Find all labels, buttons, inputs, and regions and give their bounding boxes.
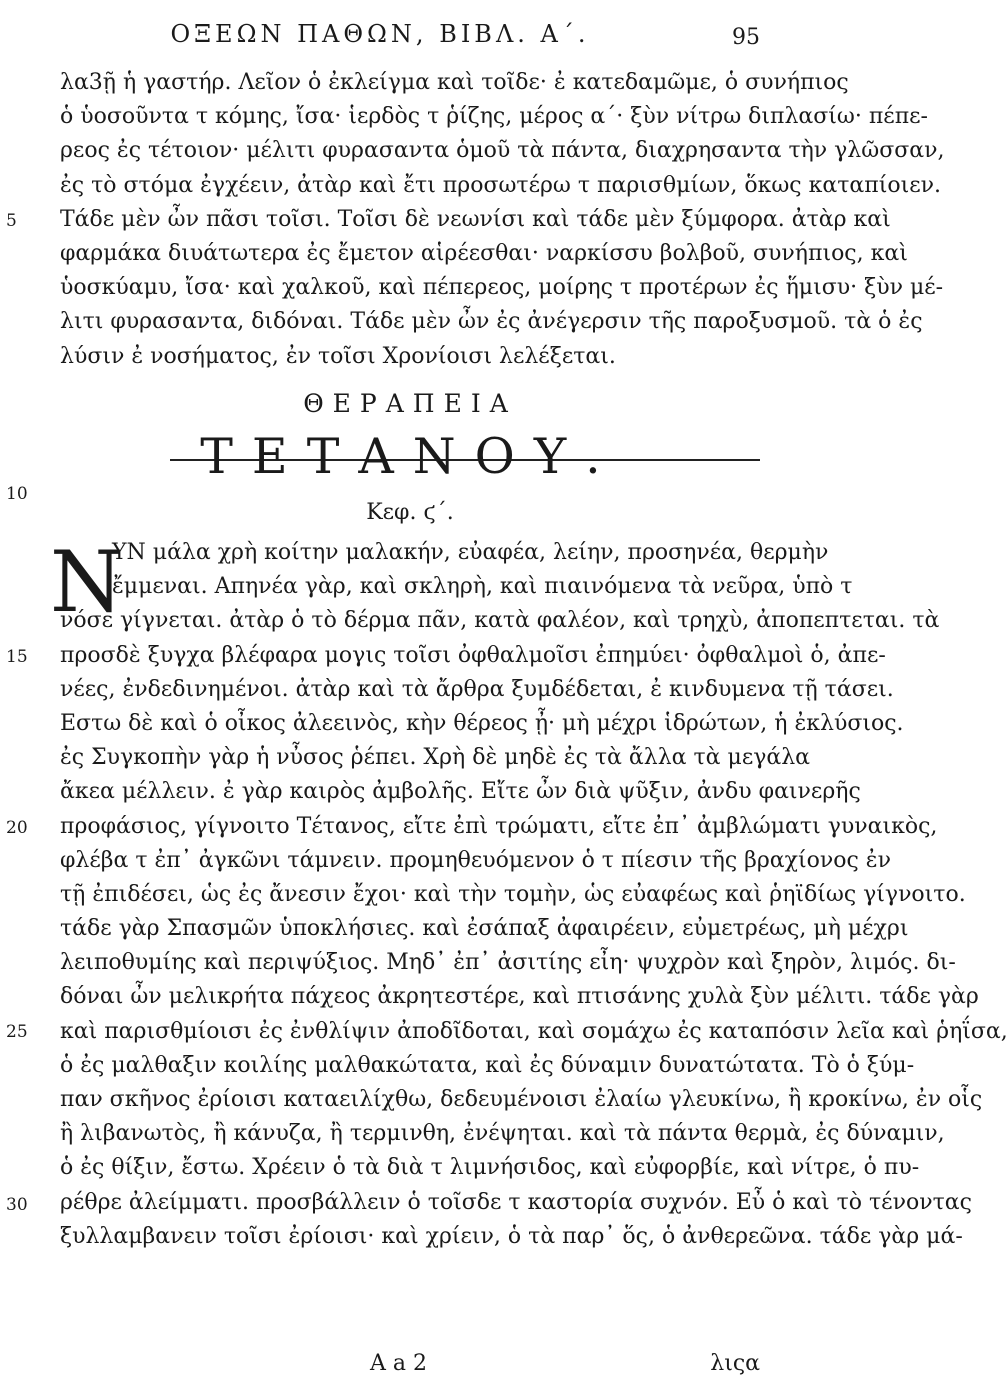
margin-line-number: 10 [6, 484, 28, 504]
text-line: λειποθυμίης καὶ περιψύξιος. Μηδ᾽ ἐπ᾽ ἀσιτίης εἶη· ψυχρὸν καὶ ξηρὸν, λιμός. δι- [60, 950, 956, 976]
text-line: ὁ ἐς μαλθαξιν κοιλίης μαλθακώτατα, καὶ ἐς δύναμιν δυνατώτατα. Τὸ ὁ ξύμ- [60, 1052, 915, 1078]
text-line: τῇ ἐπιδέσει, ὡς ἐς ἄνεσιν ἔχοι· καὶ τὴν τομὴν, ὡς εὐαφέως καὶ ῥηϊδίως γίγνοιτο. [60, 881, 966, 907]
text-line: ρέθρε ἀλείμματι. προσβάλλειν ὁ τοῖσδε τ καστορία συχνόν. Εὖ ὁ καὶ τὸ τένοντας [60, 1189, 972, 1215]
page-footer [60, 1347, 760, 1381]
text-line: καὶ παρισθμίοισι ἐς ἐνθλίψιν ἀποδῖδοται, καὶ σομάχω ἐς καταπόσιν λεῖα καὶ ῥηΐσα, [60, 1018, 1008, 1044]
text-line: ἔμμεναι. Απηνέα γὰρ, καὶ σκληρὴ, καὶ πιαινόμενα τὰ νεῦρα, ὑπὸ τ [112, 574, 853, 600]
running-head [60, 14, 760, 54]
text-line: ρεος ἐς τέτοιον· μέλιτι φυρασαντα ὁμοῦ τὰ πάντα, διαχρησαντα τὴν γλῶσσαν, [60, 138, 945, 164]
signature-mark: Α a 2 [370, 1351, 427, 1376]
text-line: νέες, ἐνδεδινημένοι. ἀτὰρ καὶ τὰ ἄρθρα ξυμδέδεται, ἐ κινδυμενα τῇ τάσει. [60, 676, 894, 702]
text-line: φαρμάκα διυάτωτερα ἐς ἔμετον αἱρέεσθαι· ναρκίσσυ βολβοῦ, συνήπιος, καὶ [60, 240, 908, 266]
text-line: φλέβα τ ἐπ᾽ ἀγκῶνι τάμνειν. προμηθευόμενον ὁ τ πίεσιν τῆς βραχίονος ἐν [60, 847, 891, 873]
text-line: ξυλλαμβανειν τοῖσι ἐρίοισι· καὶ χρίειν, ὁ τὰ παρ᾽ ὅς, ὁ ἀνθερεῶνα. τάδε γὰρ μά- [60, 1223, 963, 1249]
text-line: Εστω δὲ καὶ ὁ οἶκος ἀλεεινὸς, κὴν θέρεος ᾖ· μὴ μέχρι ἱδρώτων, ἡ ἐκλύσιος. [60, 710, 904, 736]
drop-capital: N [50, 533, 124, 631]
text-line: ἢ λιβανωτὸς, ἢ κάνυζα, ἢ τερμινθη, ἐνέψηται. καὶ τὰ πάντα θερμὰ, ἐς δύναμιν, [60, 1121, 945, 1147]
text-line: λα3ῇ ἡ γαστήρ. Λεῖον ὁ ἐκλείγμα καὶ τοῖδε· ἐ κατεδαμῶμε, ὁ συνήπιος [60, 70, 849, 95]
catchword: λιςα [710, 1351, 760, 1376]
paragraph-block-2 [60, 536, 1008, 1254]
text-line: δόναι ὦν μελικρήτα πάχεος ἀκρητεστέρε, καὶ πτισάνης χυλὰ ξὺν μέλιτι. τάδε γὰρ [60, 984, 979, 1010]
text-line: ὁ ὑοσοῦντα τ κόμης, ἴσα· ἱερδὸς τ ῥίζης, μέρος α΄· ξὺν νίτρω διπλασίω· πέπε- [60, 104, 928, 130]
margin-line-number: 5 [6, 211, 17, 231]
section-subtitle: ΤΕΤΑΝΟΥ. [200, 428, 620, 485]
running-head-title: ΟΞΕΩΝ ΠΑΘΩΝ, ΒΙΒΛ. Α΄. [170, 20, 590, 48]
margin-line-number: 25 [6, 1022, 28, 1042]
section-title: ΘΕΡΑΠΕΙΑ [303, 389, 517, 418]
margin-line-number: 30 [6, 1195, 28, 1215]
text-line: Τάδε μὲν ὦν πᾶσι τοῖσι. Τοῖσι δὲ νεωνίσι καὶ τάδε μὲν ξύμφορα. ἀτὰρ καὶ [60, 206, 891, 232]
margin-line-number: 20 [6, 818, 28, 838]
text-line: προσδὲ ξυγχα βλέφαρα μογις τοῖσι ὀφθαλμοῖσι ἐπημύει· ὀφθαλμοὶ ὁ, ἀπε- [60, 642, 886, 668]
text-line: ἄκεα μέλλειν. ἐ γὰρ καιρὸς ἀμβολῆς. Εἴτε ὦν διὰ ψῦξιν, ἀνδυ φαινερῆς [60, 779, 861, 805]
text-line: τάδε γὰρ Σπασμῶν ὑποκλήσιες. καὶ ἐσάπαξ ἀφαιρέειν, εὐμετρέως, μὴ μέχρι [60, 916, 909, 942]
text-line: προφάσιος, γίγνοιτο Τέτανος, εἴτε ἐπὶ τρώματι, εἴτε ἐπ᾽ ἀμβλώματι γυναικὸς, [60, 813, 938, 839]
text-line: νόσε γίγνεται. ἀτὰρ ὁ τὸ δέρμα πᾶν, κατὰ φαλέον, καὶ τρηχὺ, ἀποπεπτεται. τὰ [60, 608, 940, 634]
text-line: ὑοσκύαμυ, ἴσα· καὶ χαλκοῦ, καὶ πέπερεος, μοίρης τ προτέρων ἐς ἥμισυ· ξὺν μέ- [60, 275, 944, 301]
text-line: λιτι φυρασαντα, διδόναι. Τάδε μὲν ὦν ἐς ἀνέγερσιν τῆς παροξυσμοῦ. τὰ ὁ ἐς [60, 309, 923, 335]
text-line: ΥΝ μάλα χρὴ κοίτην μαλακήν, εὐαφέα, λείην, προσηνέα, θερμὴν [112, 540, 829, 565]
text-line: παν σκῆνος ἐρίοισι καταειλίχθω, δεδευμένοισι ἐλαίω γλευκίνω, ἢ κροκίνω, ἐν οἷς [60, 1087, 983, 1112]
paragraph-block-1 [60, 66, 945, 374]
text-line: ὁ ἐς θίξιν, ἔστω. Χρέειν ὁ τὰ διὰ τ λιμνήσιδος, καὶ εὐφορβίε, καὶ νίτρε, ὁ πυ- [60, 1155, 920, 1181]
text-line: λύσιν ἐ νοσήματος, ἐν τοῖσι Χρονίοισι λελέξεται. [60, 343, 616, 369]
chapter-heading: Κεφ. ϛ΄. [366, 500, 454, 525]
page-number: 95 [732, 25, 760, 50]
margin-line-number: 15 [6, 647, 28, 667]
text-line: ἐς Συγκοπὴν γὰρ ἡ νὖσος ῥέπει. Χρὴ δὲ μηδὲ ἐς τὰ ἄλλα τὰ μεγάλα [60, 745, 811, 771]
text-line: ἐς τὸ στόμα ἐγχέειν, ἀτὰρ καὶ ἔτι προσωτέρω τ παρισθμίων, ὅκως καταπίοιεν. [60, 172, 941, 198]
